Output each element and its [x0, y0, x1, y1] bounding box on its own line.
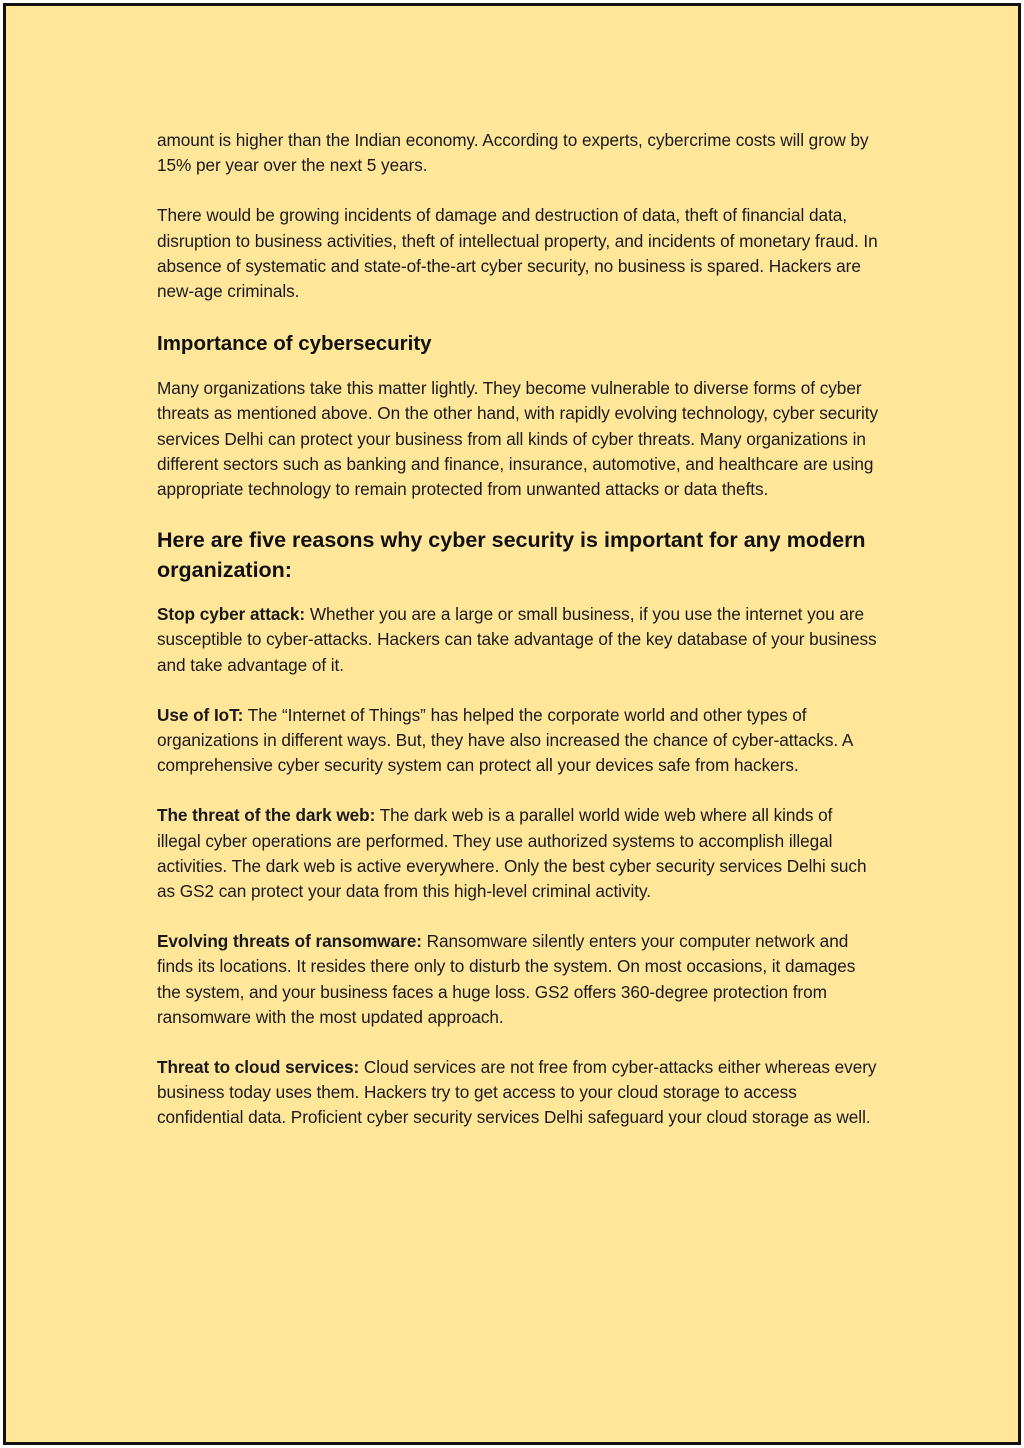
- document-page: [3, 3, 1021, 1445]
- importance-paragraph: Many organizations take this matter lightly. They become vulnerable to diverse forms of cyber threats as mentioned above. On the other hand, with rapidly evolving technology, cyber security services Delhi can protect your business from all kinds of cyber threats. Many organizations in different sectors such as banking and finance, insurance, automotive, and healthcare are using appropriate technology to remain protected from unwanted attacks or data thefts.: [157, 378, 879, 500]
- reason-ransomware: [157, 929, 879, 1030]
- intro-paragraph-2: There would be growing incidents of damage and destruction of data, theft of financial data, disruption to business activities, theft of intellectual property, and incidents of monetary fraud. In absence of systematic and state-of-the-art cyber security, no business is spared. Hackers are new-age criminals.: [157, 205, 878, 302]
- reason-lead: The threat of the dark web:: [157, 805, 376, 826]
- intro-paragraph-1: amount is higher than the Indian economy. According to experts, cybercrime costs will grow by 15% per year over the next 5 years.: [157, 130, 869, 176]
- reason-lead: Use of IoT:: [157, 704, 244, 725]
- document-body: [157, 128, 879, 1131]
- reason-stop-cyber-attack: [157, 602, 879, 678]
- reason-text: Cloud services are not free from cyber-attacks either whereas every business today uses them. Hackers try to get access to your cloud storage to access confidential data. Proficient cyber security services Delhi safeguard your cloud storage as well.: [157, 1057, 877, 1128]
- reason-text: The “Internet of Things” has helped the corporate world and other types of organizations in different ways. But, they have also increased the chance of cyber-attacks. A comprehensive cyber security system can protect all your devices safe from hackers.: [157, 704, 853, 776]
- reason-dark-web: [157, 803, 879, 904]
- reason-lead: Threat to cloud services:: [157, 1057, 360, 1078]
- reason-cloud-services: [157, 1055, 879, 1131]
- reasons-heading: Here are five reasons why cyber security is important for any modern organization:: [157, 528, 866, 583]
- reason-lead: Evolving threats of ransomware:: [157, 931, 422, 952]
- importance-heading: Importance of cybersecurity: [157, 332, 432, 356]
- reason-text: Whether you are a large or small business, if you use the internet you are susceptible to cyber-attacks. Hackers can take advantage of the key database of your business and take advantage of it.: [157, 604, 877, 675]
- reason-text: The dark web is a parallel world wide web where all kinds of illegal cyber operations are performed. They use authorized systems to accomplish illegal activities. The dark web is active everywhere. Only the best cyber security services Delhi such as GS2 can protect your data from this high-level criminal activity.: [157, 805, 867, 902]
- reason-text: Ransomware silently enters your computer network and finds its locations. It resides there only to disturb the system. On most occasions, it damages the system, and your business faces a huge loss. GS2 offers 360-degree protection from ransomware with the most updated approach.: [157, 931, 856, 1027]
- reason-lead: Stop cyber attack:: [157, 604, 306, 625]
- reason-use-of-iot: [157, 703, 879, 779]
